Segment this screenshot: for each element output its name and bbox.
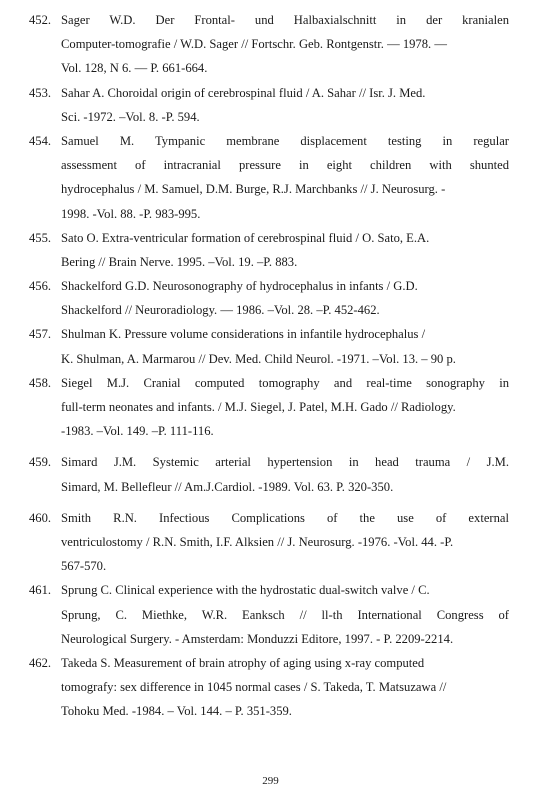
reference-line: Bering // Brain Nerve. 1995. –Vol. 19. –P. 883. <box>61 254 298 269</box>
reference-line: Simard J.M. Systemic arterial hypertension in head trauma / J.M. <box>61 455 509 470</box>
reference-number: 459. <box>29 455 52 470</box>
reference-item <box>29 450 509 498</box>
reference-line: Sprung, C. Miethke, W.R. Eanksch // ll-th International Congress of <box>61 607 509 622</box>
reference-item <box>29 129 509 226</box>
reference-item <box>29 371 509 444</box>
reference-number: 457. <box>29 327 52 342</box>
reference-line: K. Shulman, A. Marmarou // Dev. Med. Child Neurol. -1971. –Vol. 13. – 90 p. <box>61 351 456 366</box>
reference-line: hydrocephalus / M. Samuel, D.M. Burge, R.J. Marchbanks // J. Neurosurg. - <box>61 182 446 197</box>
reference-item <box>29 578 509 651</box>
reference-line: assessment of intracranial pressure in eight children with shunted <box>61 158 509 173</box>
reference-item <box>29 274 509 322</box>
reference-line: Computer-tomografie / W.D. Sager // Fortschr. Geb. Rontgenstr. — 1978. — <box>61 37 447 52</box>
reference-line: Vol. 128, N 6. — P. 661-664. <box>61 61 208 76</box>
reference-line: Sprung C. Clinical experience with the hydrostatic dual-switch valve / C. <box>61 583 430 598</box>
reference-number: 462. <box>29 655 52 670</box>
reference-line: Sato O. Extra-ventricular formation of cerebrospinal fluid / O. Sato, E.A. <box>61 230 430 245</box>
reference-line: 1998. -Vol. 88. -P. 983-995. <box>61 206 201 221</box>
reference-number: 453. <box>29 85 52 100</box>
reference-line: Smith R.N. Infectious Complications of the use of external <box>61 510 509 525</box>
reference-line: Neurological Surgery. - Amsterdam: Monduzzi Editore, 1997. - P. 2209-2214. <box>61 631 454 646</box>
reference-number: 455. <box>29 230 52 245</box>
reference-line: Sager W.D. Der Frontal- und Halbaxialschnitt in der kranialen <box>61 13 509 27</box>
page-number: 299 <box>262 775 279 787</box>
reference-item <box>29 8 509 81</box>
reference-item <box>29 506 509 579</box>
reference-line: Sci. -1972. –Vol. 8. -P. 594. <box>61 109 200 124</box>
reference-line: full-term neonates and infants. / M.J. Siegel, J. Patel, M.H. Gado // Radiology. <box>61 400 456 414</box>
reference-line: Shackelford G.D. Neurosonography of hydrocephalus in infants / G.D. <box>61 279 418 294</box>
reference-list <box>29 8 509 723</box>
reference-line: Shackelford // Neuroradiology. — 1986. –Vol. 28. –P. 452-462. <box>61 303 380 318</box>
reference-number: 452. <box>29 13 52 27</box>
reference-line: ventriculostomy / R.N. Smith, I.F. Alksien // J. Neurosurg. -1976. -Vol. 44. -P. <box>61 534 454 549</box>
reference-line: Simard, M. Bellefleur // Am.J.Cardiol. -1989. Vol. 63. P. 320-350. <box>61 479 394 494</box>
reference-line: tomografy: sex difference in 1045 normal cases / S. Takeda, T. Matsuzawa // <box>61 680 447 695</box>
spacer <box>29 499 509 506</box>
reference-number: 456. <box>29 279 52 294</box>
reference-line: Sahar A. Choroidal origin of cerebrospinal fluid / A. Sahar // Isr. J. Med. <box>61 85 426 100</box>
reference-item <box>29 651 509 724</box>
reference-line: Samuel M. Tympanic membrane displacement testing in regular <box>61 133 509 148</box>
reference-line: -1983. –Vol. 149. –P. 111-116. <box>61 424 214 439</box>
reference-item <box>29 81 509 129</box>
reference-line: Takeda S. Measurement of brain atrophy of aging using x-ray computed <box>61 655 425 670</box>
reference-line: Tohoku Med. -1984. – Vol. 144. – P. 351-359. <box>61 704 292 719</box>
reference-line: Siegel M.J. Cranial computed tomography and real-time sonography in <box>61 375 509 390</box>
reference-line: Shulman K. Pressure volume considerations in infantile hydrocephalus / <box>61 327 426 342</box>
reference-item <box>29 226 509 274</box>
reference-number: 461. <box>29 583 52 598</box>
reference-number: 454. <box>29 133 52 148</box>
reference-number: 460. <box>29 510 52 525</box>
spacer <box>29 443 509 450</box>
reference-line: 567-570. <box>61 559 107 574</box>
reference-number: 458. <box>29 375 52 390</box>
reference-item <box>29 322 509 370</box>
